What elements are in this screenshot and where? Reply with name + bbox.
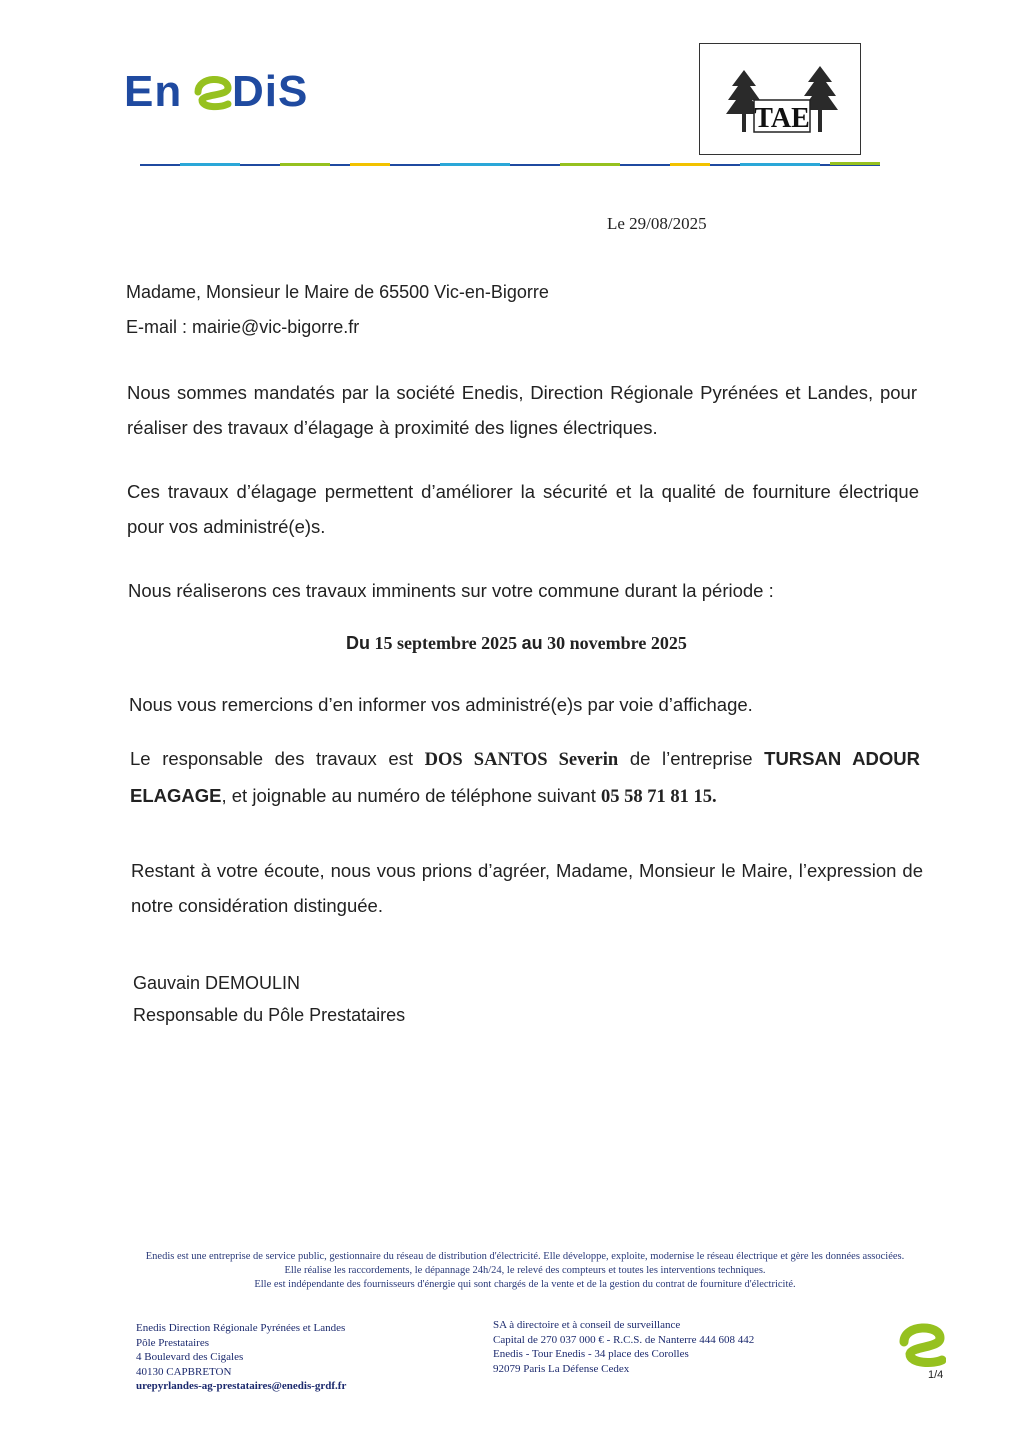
paragraph-purpose: Ces travaux d’élagage permettent d’améliorer la sécurité et la qualité de fourniture électrique pour vos administré(e)s.	[127, 481, 919, 537]
recipient-line: Madame, Monsieur le Maire de 65500 Vic-en-Bigorre	[126, 282, 549, 302]
work-period	[346, 633, 687, 654]
footer-address: Enedis Direction Régionale Pyrénées et Landes Pôle Prestataires 4 Boulevard des Cigales 40130 CAPBRETON urepyrlandes-ag-prestataires@enedis-grdf.fr	[136, 1322, 347, 1392]
footer-email-link[interactable]: urepyrlandes-ag-prestataires@enedis-grdf.fr	[136, 1380, 347, 1392]
letter-date: Le 29/08/2025	[607, 214, 707, 233]
paragraph-notice: Nous vous remercions d’en informer vos administré(e)s par voie d’affichage.	[129, 694, 753, 715]
tae-logo	[699, 43, 861, 155]
signatory-title: Responsable du Pôle Prestataires	[133, 1005, 406, 1025]
period-end: 30 novembre 2025	[547, 633, 687, 653]
period-au: au	[521, 633, 543, 653]
svg-text:DiS: DiS	[232, 67, 309, 116]
period-start: 15 septembre 2025	[374, 633, 518, 653]
svg-text:TAE: TAE	[754, 103, 810, 134]
svg-text:En: En	[124, 67, 183, 116]
contact-phone: 05 58 71 81 15.	[601, 787, 717, 807]
contractor-name: TURSAN ADOUR ELAGAGE	[130, 748, 920, 806]
enedis-logo	[124, 64, 334, 116]
paragraph-mandate: Nous sommes mandatés par la société Enedis, Direction Régionale Pyrénées et Landes, pour réaliser des travaux d’élagage à proximité des lignes électriques.	[127, 382, 917, 438]
page-number: 1/4	[928, 1369, 944, 1381]
footer-note: Enedis est une entreprise de service public, gestionnaire du réseau de distribution d'électricité. Elle développe, exploite, modernise le réseau électrique et gère les données associées. Elle réalise les raccordements, le dépannage 24h/24, le relevé des compteurs et toutes les interventions techniques. Elle est indépendante des fournisseurs d'énergie qui sont chargés de la vente et de la gestion du contrat de fourniture d'électricité.	[145, 1251, 905, 1290]
period-du: Du	[346, 633, 370, 653]
paragraph-period-intro: Nous réaliserons ces travaux imminents sur votre commune durant la période :	[128, 580, 774, 601]
footer-legal: SA à directoire et à conseil de surveillance Capital de 270 037 000 € - R.C.S. de Nanterre 444 608 442 Enedis - Tour Enedis - 34 place des Corolles 92079 Paris La Défense Cedex	[493, 1319, 755, 1375]
contact-name: DOS SANTOS Severin	[424, 750, 619, 770]
paragraph-contact: Le responsable des travaux est DOS SANTOS Severin de l’entreprise TURSAN ADOUR ELAGAGE, et joignable au numéro de téléphone suivant 05 58 71 81 15.	[130, 748, 920, 807]
signatory-name: Gauvain DEMOULIN	[133, 973, 301, 993]
paragraph-closing: Restant à votre écoute, nous vous prions d’agréer, Madame, Monsieur le Maire, l’expression de notre considération distinguée.	[131, 860, 923, 916]
enedis-symbol-icon	[898, 1318, 946, 1368]
recipient-email: E-mail : mairie@vic-bigorre.fr	[126, 317, 360, 337]
header-divider	[140, 161, 880, 167]
